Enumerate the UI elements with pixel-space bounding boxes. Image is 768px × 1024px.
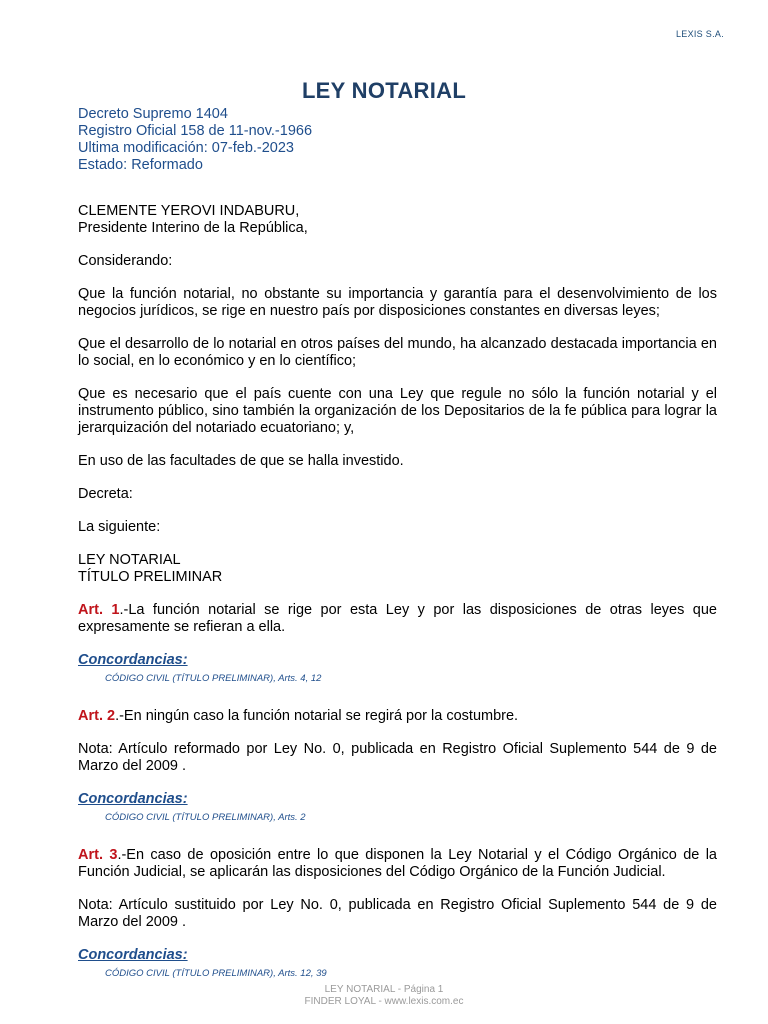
status-line: Estado: Reformado (78, 157, 203, 173)
concordance-link[interactable]: Concordancias: (78, 791, 188, 807)
decrees-heading: Decreta: (78, 486, 133, 502)
president-role: Presidente Interino de la República, (78, 220, 308, 236)
preamble-paragraph: Que la función notarial, no obstante su importancia y garantía para el desenvolvimiento de los negocios jurídicos, se rige en nuestro país por disposiciones constantes en diversas leyes; (78, 286, 717, 319)
concordance-ref-link[interactable]: CÓDIGO CIVIL (TÍTULO PRELIMINAR), Arts. 4, 12 (105, 673, 322, 684)
footer-page-label: LEY NOTARIAL - Página 1 (324, 984, 444, 995)
president-name: CLEMENTE YEROVI INDABURU, (78, 203, 300, 219)
article-label: Art. 1 (78, 602, 120, 618)
concordance-ref-link[interactable]: CÓDIGO CIVIL (TÍTULO PRELIMINAR), Arts. 2 (105, 812, 306, 823)
article-label: Art. 3 (78, 847, 118, 863)
article-text: .-En caso de oposición entre lo que disponen la Ley Notarial y el Código Orgánico de la Función Judicial, se aplicarán las disposiciones del Código Orgánico de la Función Judicial. (78, 847, 717, 880)
decree-line: Decreto Supremo 1404 (78, 106, 228, 122)
article-note: Nota: Artículo reformado por Ley No. 0, publicada en Registro Oficial Suplemento 544 de 9 de Marzo del 2009 . (78, 741, 717, 774)
article-3 (78, 847, 717, 881)
considering-heading: Considerando: (78, 253, 173, 269)
title-section: TÍTULO PRELIMINAR (78, 569, 223, 585)
article-1 (78, 602, 717, 636)
article-label: Art. 2 (78, 708, 116, 724)
document-body (78, 203, 717, 980)
concordance-ref-link[interactable]: CÓDIGO CIVIL (TÍTULO PRELIMINAR), Arts. 12, 39 (105, 968, 327, 979)
preamble-paragraph: Que el desarrollo de lo notarial en otros países del mundo, ha alcanzado destacada importancia en lo social, en lo económico y en lo científico; (78, 336, 717, 369)
concordance-link[interactable]: Concordancias: (78, 652, 188, 668)
article-note: Nota: Artículo sustituido por Ley No. 0, publicada en Registro Oficial Suplemento 544 de 9 de Marzo del 2009 . (78, 897, 717, 930)
following-heading: La siguiente: (78, 519, 161, 535)
page-footer (0, 984, 768, 1008)
article-text: .-La función notarial se rige por esta Ley y por las disposiciones de otras leyes que expresamente se refieran a ella. (78, 602, 717, 635)
registry-line: Registro Oficial 158 de 11-nov.-1966 (78, 123, 313, 139)
document-title: LEY NOTARIAL (301, 78, 467, 103)
preamble-paragraph: En uso de las facultades de que se halla investido. (78, 453, 404, 469)
preamble-paragraph: Que es necesario que el país cuente con una Ley que regule no sólo la función notarial y el instrumento público, sino también la organización de los Depositarios de la fe pública para lograr la jerarquización del notariado ecuatoriano; y, (78, 386, 717, 436)
footer-source: FINDER LOYAL - www.lexis.com.ec (304, 996, 464, 1007)
article-text: .-En ningún caso la función notarial se regirá por la costumbre. (115, 708, 519, 724)
concordance-link[interactable]: Concordancias: (78, 947, 188, 963)
article-2 (78, 708, 717, 725)
law-name: LEY NOTARIAL (78, 552, 181, 568)
document-metadata (78, 106, 312, 174)
last-modified-line: Ultima modificación: 07-feb.-2023 (78, 140, 294, 156)
header-brand: LEXIS S.A. (675, 29, 724, 39)
